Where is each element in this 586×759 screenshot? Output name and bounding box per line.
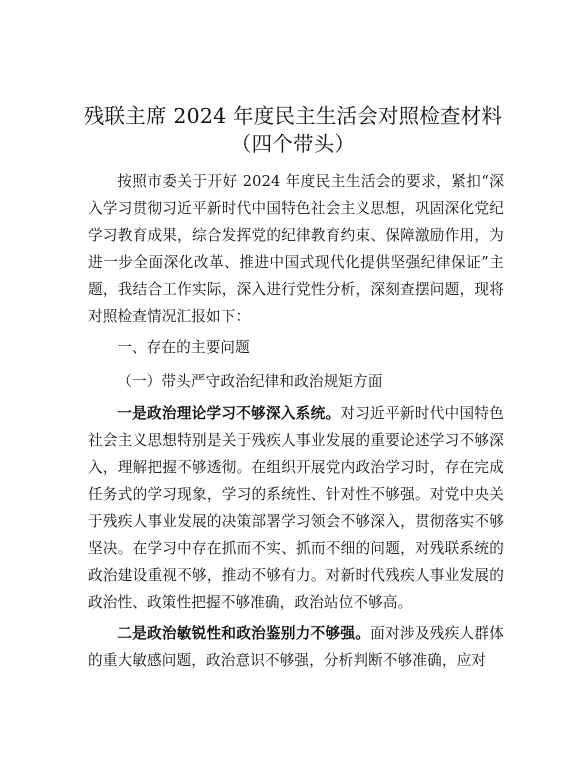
intro-paragraph-block bbox=[88, 168, 504, 330]
subsection-heading-block bbox=[88, 368, 504, 395]
subsection-heading: （一）带头严守政治纪律和政治规矩方面 bbox=[117, 373, 383, 390]
paragraph-2-lead: 二是政治敏锐性和政治鉴别力不够强。 bbox=[117, 625, 371, 642]
section-heading-block bbox=[88, 334, 504, 361]
paragraph-1 bbox=[88, 400, 504, 616]
paragraph-2 bbox=[88, 620, 504, 674]
intro-paragraph: 按照市委关于开好 2024 年度民主生活会的要求，紧扣“深入学习贯彻习近平新时代中国特色社会主义思想，巩固深化党纪学习教育成果，综合发挥党的纪律教育约束、保障激励作用，为进一步全面深化改革、推进中国式现代化提供坚强纪律保证”主题，我结合工作实际，深入进行党性分析，深刻查摆问题，现将对照检查情况汇报如下： bbox=[88, 173, 504, 325]
paragraph-1-lead: 一是政治理论学习不够深入系统。 bbox=[117, 405, 341, 422]
document-subtitle: （四个带头） bbox=[230, 132, 356, 156]
document-title: 残联主席 2024 年度民主生活会对照检查材料 bbox=[83, 104, 503, 128]
paragraph-2-body: 面对涉及残疾人群体的重大敏感问题，政治意识不够强，分析判断不够准确，应对 bbox=[88, 625, 504, 669]
paragraph-1-body: 对习近平新时代中国特色社会主义思想特别是关于残疾人事业发展的重要论述学习不够深入，理解把握不够透彻。在组织开展党内政治学习时，存在完成任务式的学习现象，学习的系统性、针对性不够强。对党中央关于残疾人事业发展的决策部署学习领会不够深入，贯彻落实不够坚决。在学习中存在抓而不实、抓而不细的问题，对残联系统的政治建设重视不够，推动不够有力。对新时代残疾人事业发展的政治性、政策性把握不够准确，政治站位不够高。 bbox=[88, 405, 504, 611]
section-heading: 一、存在的主要问题 bbox=[117, 339, 250, 356]
paragraph-1-block bbox=[88, 400, 504, 616]
paragraph-2-block bbox=[88, 620, 504, 674]
